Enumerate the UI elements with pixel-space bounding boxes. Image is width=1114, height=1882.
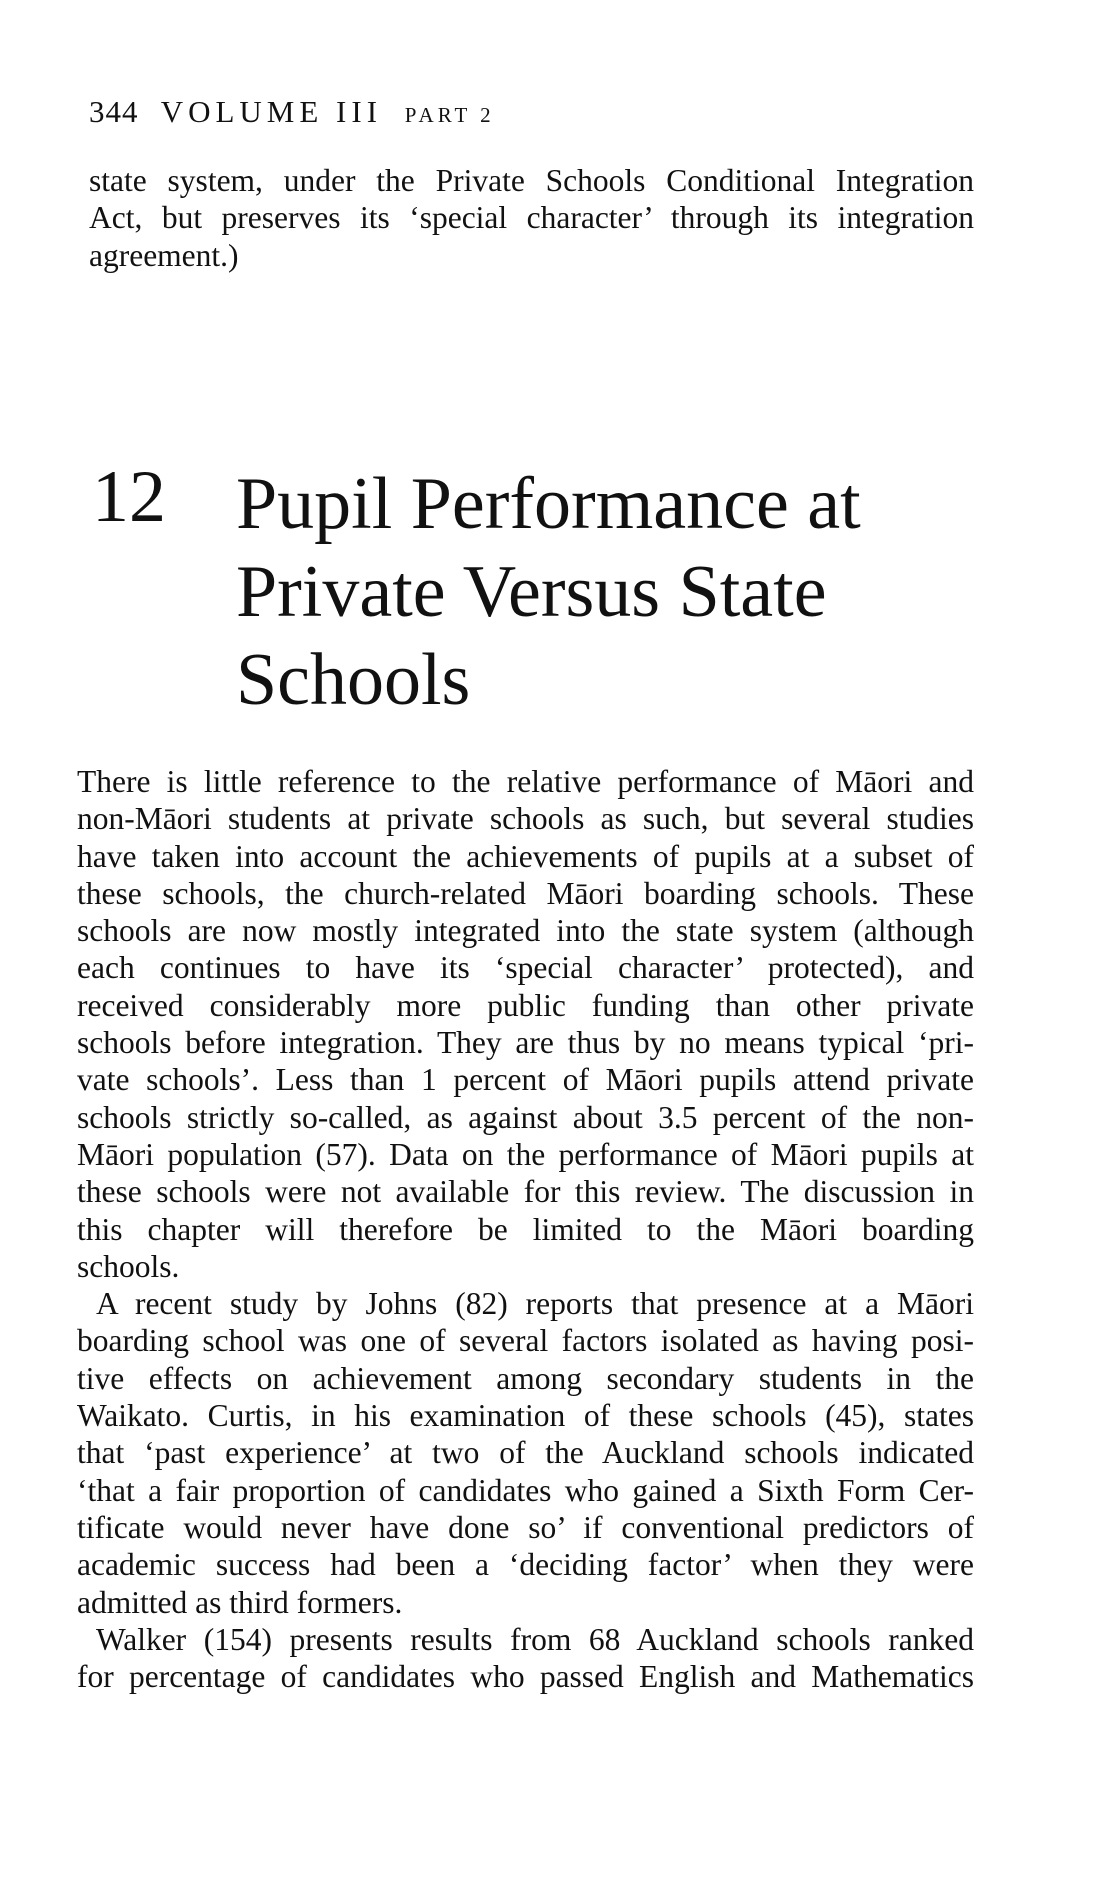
text-line: this chapter will therefore be limited to the Māori boarding <box>77 1211 974 1247</box>
text-line: agreement.) <box>89 237 239 273</box>
text-line: Walker (154) presents results from 68 Auckland schools ranked <box>96 1621 974 1657</box>
page-number: 344 <box>89 94 139 129</box>
text-line: these schools, the church-related Māori boarding schools. These <box>77 875 974 911</box>
part-label: PART 2 <box>404 103 495 127</box>
paragraph <box>77 1285 974 1621</box>
text-line: schools are now mostly integrated into the state system (although <box>77 913 974 949</box>
volume-label: VOLUME III <box>160 94 383 129</box>
chapter-title-line: Pupil Performance at <box>236 463 861 545</box>
text-line: state system, under the Private Schools Conditional Integration <box>89 163 974 198</box>
text-line: schools before integration. They are thus by no means typical ‘pri- <box>77 1025 974 1061</box>
text-line: each continues to have its ‘special character’ protected), and <box>77 950 974 986</box>
text-line: received considerably more public funding than other private <box>77 987 974 1023</box>
text-line: these schools were not available for this review. The discussion in <box>77 1174 974 1210</box>
text-line: Māori population (57). Data on the performance of Māori pupils at <box>77 1136 974 1172</box>
chapter-title-line: Private Versus State <box>236 551 827 633</box>
text-line: boarding school was one of several factors isolated as having posi- <box>77 1323 974 1359</box>
text-line: tificate would never have done so’ if conventional predictors of <box>77 1509 974 1545</box>
text-line: tive effects on achievement among secondary students in the <box>77 1360 974 1396</box>
text-line: schools. <box>77 1248 180 1284</box>
text-line: vate schools’. Less than 1 percent of Māori pupils attend private <box>77 1062 974 1098</box>
text-line: admitted as third formers. <box>77 1584 403 1620</box>
text-line: Act, but preserves its ‘special character’ through its integration <box>89 200 974 236</box>
text-line: Waikato. Curtis, in his examination of these schools (45), states <box>77 1398 974 1434</box>
paragraph <box>77 763 974 1285</box>
text-line: academic success had been a ‘deciding factor’ when they were <box>77 1547 974 1583</box>
text-line: for percentage of candidates who passed English and Mathematics <box>77 1659 974 1695</box>
chapter-title <box>236 460 936 724</box>
text-line: There is little reference to the relative performance of Māori and <box>77 764 974 799</box>
text-line: that ‘past experience’ at two of the Auckland schools indicated <box>77 1435 974 1471</box>
text-line: A recent study by Johns (82) reports that presence at a Māori <box>96 1286 974 1322</box>
paragraph <box>77 1621 974 1696</box>
continued-paragraph <box>89 162 974 274</box>
running-head <box>89 96 495 127</box>
chapter-body <box>77 763 974 1695</box>
text-line: non-Māori students at private schools as such, but several studies <box>77 801 974 837</box>
text-line: ‘that a fair proportion of candidates who gained a Sixth Form Cer- <box>77 1472 974 1508</box>
text-line: have taken into account the achievements of pupils at a subset of <box>77 838 974 874</box>
text-line: schools strictly so-called, as against about 3.5 percent of the non- <box>77 1099 974 1135</box>
chapter-number: 12 <box>92 456 166 538</box>
chapter-title-line: Schools <box>236 639 471 721</box>
